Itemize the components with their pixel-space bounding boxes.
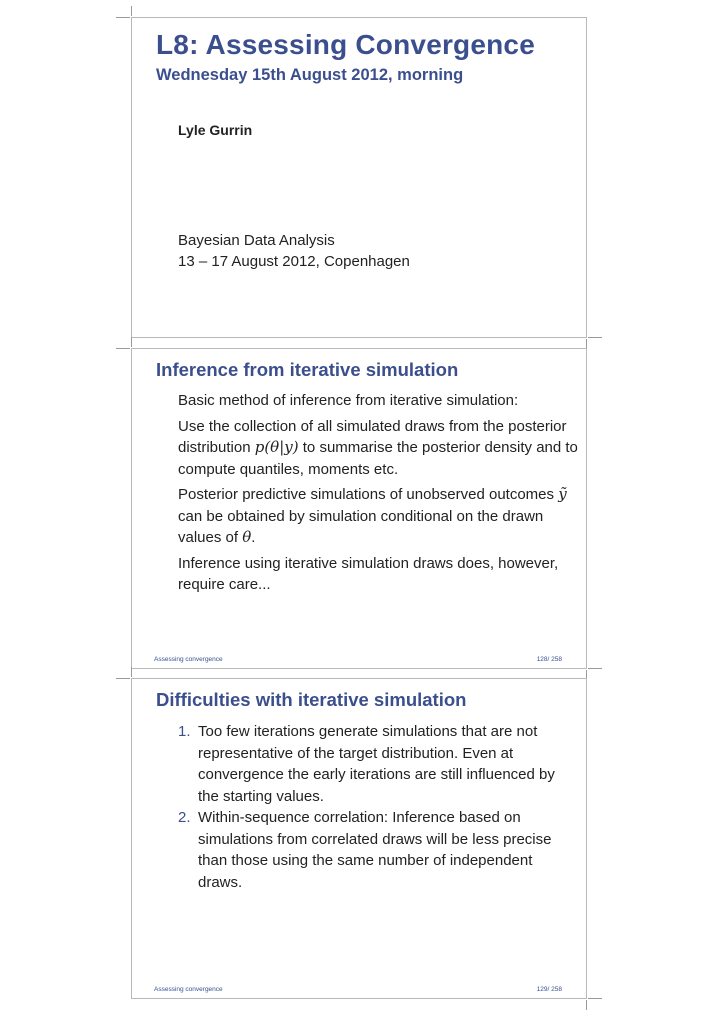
page-number: 129/ 258 <box>536 986 562 993</box>
author-name: Lyle Gurrin <box>178 122 253 138</box>
list-item <box>178 721 578 807</box>
page-number: 128/ 258 <box>536 656 562 663</box>
numbered-list <box>178 721 578 893</box>
math-expression: θ <box>242 528 252 546</box>
slide-title: Inference from iterative simulation <box>156 359 459 380</box>
paragraph: Use the collection of all simulated draws from the posterior distribution p(θ|y) to summarise the posterior density and to compute quantiles, moments etc. <box>178 417 578 478</box>
slide-title: Difficulties with iterative simulation <box>156 689 467 710</box>
course-dates: 13 – 17 August 2012, Copenhagen <box>178 253 410 270</box>
slide-inference-from-iterative-simulation <box>131 348 587 669</box>
paragraph: Posterior predictive simulations of unobserved outcomes ỹ can be obtained by simulation conditional on the drawn values of θ. <box>178 485 567 546</box>
footer-section: Assessing convergence <box>154 656 223 663</box>
slide-difficulties-with-iterative-simulation <box>131 678 587 999</box>
paragraph: Inference using iterative simulation draws does, however, require care... <box>178 554 559 593</box>
lecture-title: L8: Assessing Convergence <box>156 29 535 60</box>
lecture-date: Wednesday 15th August 2012, morning <box>156 66 464 84</box>
list-number: 2. <box>178 809 191 826</box>
math-expression: ỹ <box>558 485 567 503</box>
title-slide <box>131 17 587 338</box>
course-info <box>178 230 410 272</box>
slide-body <box>178 390 578 600</box>
list-item-text: Within-sequence correlation: Inference based on simulations from correlated draws will be less precise than those using the same number of independent draws. <box>198 809 552 891</box>
list-item <box>178 807 578 893</box>
list-number: 1. <box>178 723 191 740</box>
course-name: Bayesian Data Analysis <box>178 232 335 249</box>
list-item-text: Too few iterations generate simulations that are not representative of the target distribution. Even at convergence the early iterations are still influenced by the starting values. <box>198 723 555 805</box>
footer-section: Assessing convergence <box>154 986 223 993</box>
math-expression: p(θ|y) <box>254 438 299 456</box>
paragraph: Basic method of inference from iterative simulation: <box>178 392 519 409</box>
